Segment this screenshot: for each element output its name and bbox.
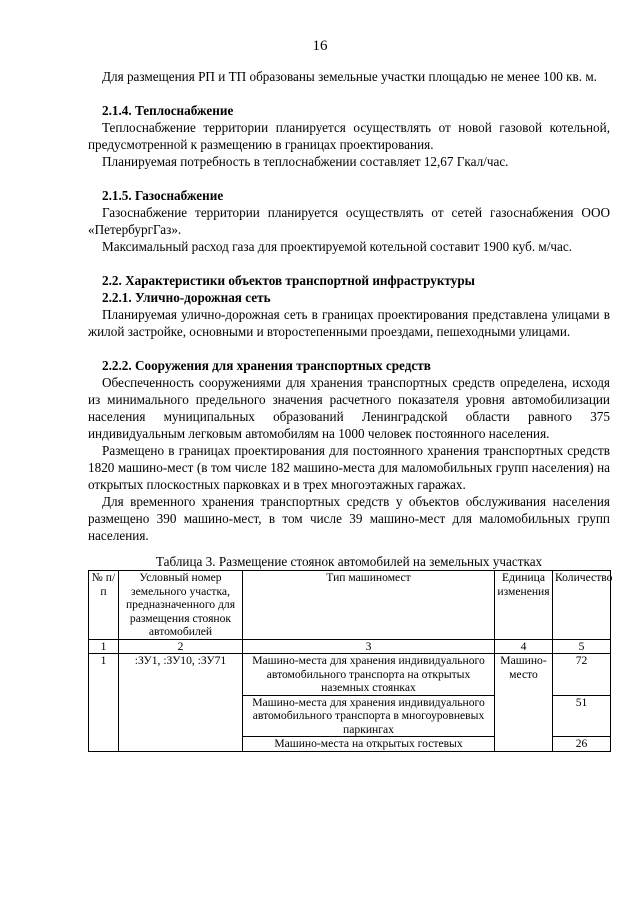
row-qty-cell: 72 xyxy=(553,654,611,696)
page-number: 16 xyxy=(312,38,328,54)
col-number-cell: 1 xyxy=(89,639,119,654)
paragraph-storage-3: Для временного хранения транспортных средств у объектов обслуживания населения размещено 390 машино-мест, в том числе 39 машино-мест для маломобильных групп населения. xyxy=(88,494,610,543)
row-type-cell: Машино-места на открытых гостевых xyxy=(243,737,495,752)
row-num-cell: 1 xyxy=(89,654,119,752)
col-number-cell: 2 xyxy=(119,639,243,654)
paragraph-heat-2: Планируемая потребность в теплоснабжении составляет 12,67 Гкал/час. xyxy=(102,154,509,169)
heading-transport-infrastructure: 2.2. Характеристики объектов транспортной инфраструктуры xyxy=(102,273,475,288)
heading-heat-supply: 2.1.4. Теплоснабжение xyxy=(102,103,234,118)
header-cell-type: Тип машиномест xyxy=(243,571,495,640)
table-caption: Таблица 3. Размещение стоянок автомобилей на земельных участках xyxy=(155,554,543,569)
heading-vehicle-storage: 2.2.2. Сооружения для хранения транспортных средств xyxy=(102,358,431,373)
row-qty-cell: 26 xyxy=(553,737,611,752)
paragraph-heat-1: Теплоснабжение территории планируется осуществлять от новой газовой котельной, предусмотренной к размещению в границах проектирования. xyxy=(88,120,610,152)
row-qty-cell: 51 xyxy=(553,695,611,737)
paragraph-gas-2: Максимальный расход газа для проектируемой котельной составит 1900 куб. м/час. xyxy=(102,239,573,254)
table-row xyxy=(89,654,611,696)
paragraph-rp-tp: Для размещения РП и ТП образованы земельные участки площадью не менее 100 кв. м. xyxy=(102,69,597,84)
table-col-number-row xyxy=(89,639,611,654)
row-type-cell: Машино-места для хранения индивидуального автомобильного транспорта в многоуровневых паркингах xyxy=(243,695,495,737)
header-cell-qty: Количество xyxy=(553,571,611,640)
row-unit-cell: Машино-место xyxy=(495,654,553,752)
parking-table xyxy=(88,570,611,752)
paragraph-storage-2: Размещено в границах проектирования для постоянного хранения транспортных средств 1820 машино-мест (в том числе 182 машино-места для маломобильных групп населения) на открытых плоскостных парковках и в трех многоэтажных гаражах. xyxy=(88,443,610,492)
header-cell-num: № п/п xyxy=(89,571,119,640)
document-body xyxy=(88,68,613,752)
table-header-row xyxy=(89,571,611,640)
col-number-cell: 3 xyxy=(243,639,495,654)
paragraph-gas-1: Газоснабжение территории планируется осуществлять от сетей газоснабжения ООО «ПетербургГаз». xyxy=(88,205,610,237)
col-number-cell: 5 xyxy=(553,639,611,654)
paragraph-street-network: Планируемая улично-дорожная сеть в границах проектирования представлена улицами в жилой застройке, основными и второстепенными проездами, пешеходными улицами. xyxy=(88,307,610,339)
header-cell-unit: Единица изменения xyxy=(495,571,553,640)
row-plots-cell: :ЗУ1, :ЗУ10, :ЗУ71 xyxy=(119,654,243,752)
heading-street-network: 2.2.1. Улично-дорожная сеть xyxy=(102,290,271,305)
header-cell-plot: Условный номер земельного участка, предназначенного для размещения стоянок автомобилей xyxy=(119,571,243,640)
row-type-cell: Машино-места для хранения индивидуального автомобильного транспорта на открытых наземных стоянках xyxy=(243,654,495,696)
col-number-cell: 4 xyxy=(495,639,553,654)
paragraph-storage-1: Обеспеченность сооружениями для хранения транспортных средств определена, исходя из минимального предельного значения расчетного показателя уровня автомобилизации населения муниципальных образований Ленинградской области равного 375 индивидуальным легковым автомобилям на 1000 человек постоянного населения. xyxy=(88,375,610,441)
heading-gas-supply: 2.1.5. Газоснабжение xyxy=(102,188,224,203)
